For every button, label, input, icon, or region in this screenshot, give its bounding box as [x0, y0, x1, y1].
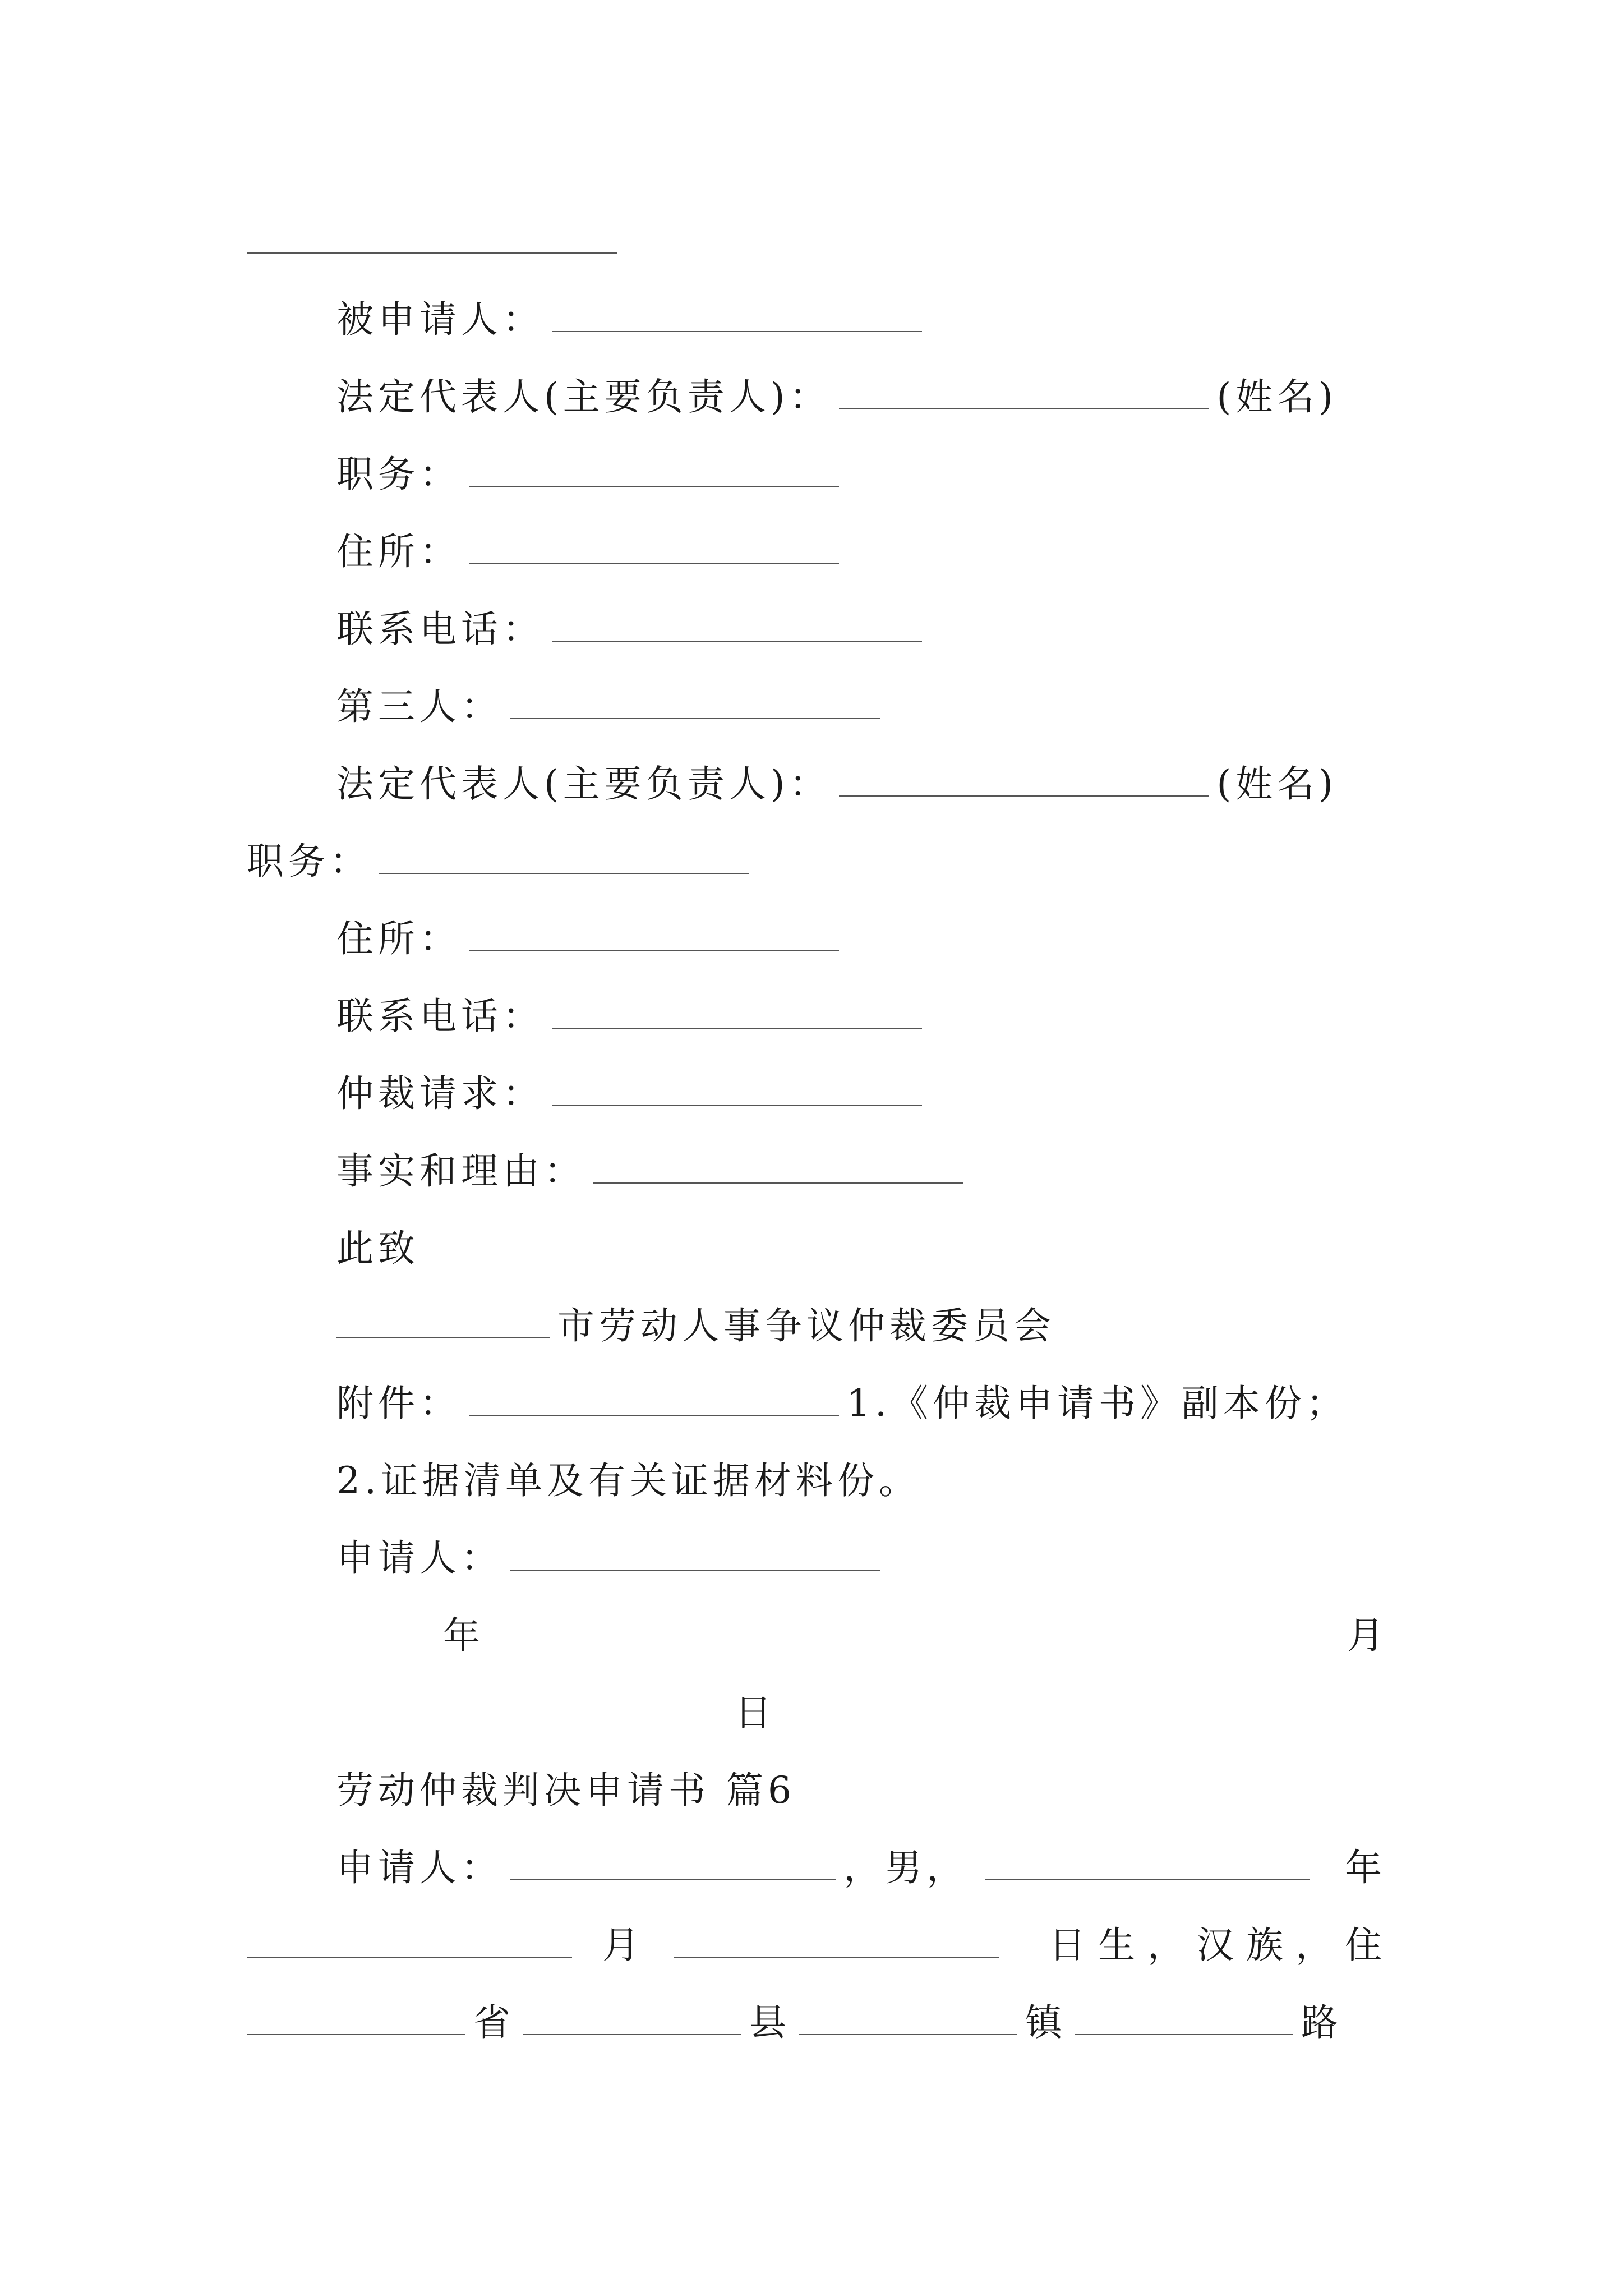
committee-suffix: 市劳动人事争议仲裁委员会 [557, 1304, 1055, 1347]
name-suffix: (姓名) [1216, 375, 1338, 418]
attachment-row-2 [336, 1458, 920, 1503]
facts-label: 事实和理由： [336, 1149, 585, 1193]
committee-city-blank[interactable] [336, 1308, 550, 1338]
legal-rep-label: 法定代表人(主要负责人)： [336, 375, 831, 418]
facts-blank[interactable] [593, 1153, 963, 1184]
attachment-item-1: 1.《仲裁申请书》副本份； [847, 1382, 1348, 1425]
position-row-2 [247, 839, 757, 884]
phone-blank-2[interactable] [552, 999, 922, 1029]
position-row [336, 452, 847, 497]
birth-year-blank[interactable] [985, 1850, 1310, 1880]
legal-rep-row [336, 375, 1338, 420]
position-label-2: 职务： [247, 840, 371, 883]
legal-rep-blank[interactable] [839, 379, 1209, 409]
birth-year-label: 年 [1345, 1846, 1386, 1889]
attachment-label: 附件： [336, 1382, 461, 1425]
birth-year-cont-blank[interactable] [247, 1927, 572, 1958]
section-title: 劳动仲裁判决申请书 篇6 [336, 1769, 796, 1812]
section-gender: ，男， [843, 1846, 968, 1889]
phone-row [336, 607, 930, 652]
section-applicant-label: 申请人： [336, 1846, 502, 1889]
attachment-item-2: 2.证据清单及有关证据材料份。 [336, 1459, 920, 1502]
legal-rep-label-2: 法定代表人(主要负责人)： [336, 762, 831, 806]
phone-label: 联系电话： [336, 608, 544, 651]
third-party-label: 第三人： [336, 685, 502, 728]
address-label: 住所： [336, 530, 461, 573]
section-title-row [336, 1768, 796, 1813]
phone-label-2: 联系电话： [336, 995, 544, 1038]
address-row-2 [336, 917, 847, 961]
month-label: 月 [1347, 1614, 1389, 1657]
position-label: 职务： [336, 453, 461, 496]
position-blank[interactable] [469, 457, 839, 487]
phone-row-2 [336, 994, 930, 1039]
top-blank-line [247, 252, 617, 254]
year-label: 年 [443, 1614, 485, 1657]
third-party-blank[interactable] [510, 689, 880, 719]
birth-row [247, 1923, 1007, 1968]
claims-label: 仲裁请求： [336, 1072, 544, 1115]
facts-row [336, 1149, 971, 1194]
third-party-row [336, 684, 888, 729]
respondent-row [336, 297, 930, 342]
legal-rep-blank-2[interactable] [839, 766, 1209, 797]
address-blank-2[interactable] [469, 921, 839, 951]
legal-rep-row-2 [336, 762, 1338, 807]
section-applicant-row [336, 1846, 1318, 1890]
county-label: 县 [749, 2001, 791, 2044]
address-row [336, 530, 847, 574]
town-label: 镇 [1025, 2001, 1067, 2044]
claims-row [336, 1071, 930, 1116]
attachment-row [336, 1381, 1348, 1426]
respondent-blank[interactable] [552, 302, 922, 332]
birth-month-label: 月 [602, 1924, 644, 1967]
province-blank[interactable] [247, 2005, 465, 2035]
province-label: 省 [473, 2001, 515, 2044]
address-blank[interactable] [469, 534, 839, 564]
day-label: 日 [735, 1691, 776, 1734]
respondent-label: 被申请人： [336, 298, 544, 341]
applicant-blank[interactable] [510, 1540, 880, 1571]
birth-day-blank[interactable] [674, 1927, 999, 1958]
name-suffix-2: (姓名) [1216, 762, 1338, 806]
address-detail-row [247, 2000, 1343, 2045]
road-label: 路 [1301, 2001, 1343, 2044]
section-applicant-blank[interactable] [510, 1850, 836, 1880]
claims-blank[interactable] [552, 1076, 922, 1106]
committee-row [329, 1304, 1055, 1349]
applicant-row [336, 1536, 888, 1581]
phone-blank[interactable] [552, 611, 922, 642]
position-blank-2[interactable] [379, 844, 749, 874]
town-blank[interactable] [799, 2005, 1017, 2035]
birth-day-text: 日生，汉族，住 [1049, 1924, 1394, 1967]
county-blank[interactable] [523, 2005, 741, 2035]
address-label-2: 住所： [336, 917, 461, 960]
road-blank[interactable] [1075, 2005, 1293, 2035]
salutation: 此致 [336, 1227, 419, 1270]
salutation-row [336, 1226, 419, 1271]
applicant-label: 申请人： [336, 1536, 502, 1580]
attachment-blank[interactable] [469, 1386, 839, 1416]
